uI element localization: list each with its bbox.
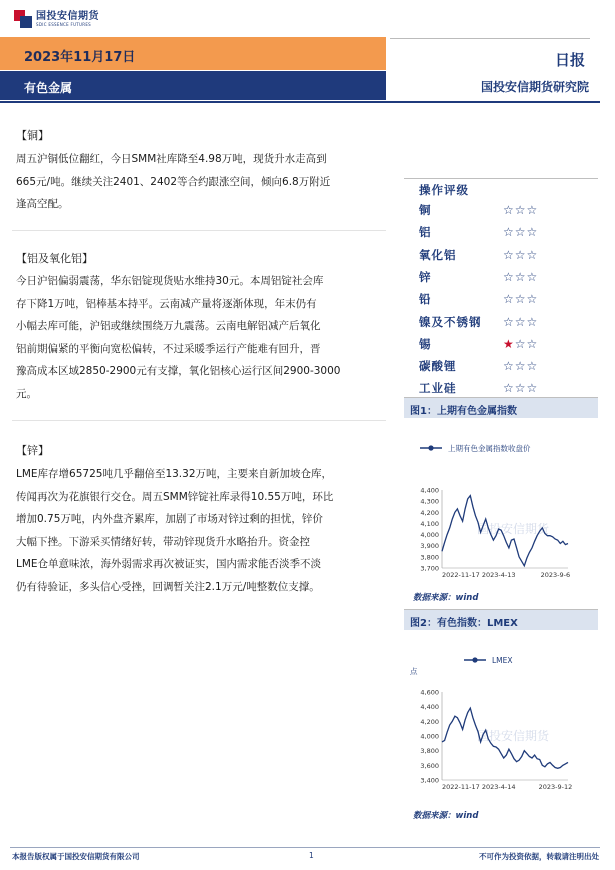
figure-1-chart: [404, 432, 598, 582]
empty-star-icon: ☆: [503, 381, 514, 396]
empty-star-icon: ☆: [526, 247, 538, 262]
logo-icon: [14, 10, 32, 28]
y-tick-label: 4,000: [420, 531, 439, 540]
rating-row: [419, 355, 549, 377]
empty-star-icon: ☆: [514, 247, 526, 262]
text-line: 大幅下挫。下游采买情绪好转，带动锌现货升水略抬升。资金控: [16, 535, 310, 548]
company-logo: [14, 10, 99, 28]
empty-star-icon: ☆: [503, 225, 514, 240]
empty-star-icon: ☆: [514, 381, 526, 396]
rating-name: 铝: [419, 225, 432, 240]
empty-star-icon: ☆: [503, 269, 514, 284]
y-tick-label: 3,800: [420, 747, 439, 756]
rating-stars: [503, 249, 537, 261]
y-tick-label: 4,200: [420, 508, 439, 517]
ratings-title: 操作评级: [419, 183, 469, 197]
report-type: 日报: [554, 51, 585, 69]
rating-stars: [503, 316, 537, 328]
figure-1-source: 数据来源：wind: [413, 593, 479, 603]
header-divider: [0, 101, 600, 103]
footer-copyright: 本报告版权属于国投安信期货有限公司: [12, 852, 140, 861]
footer-disclaimer: 不可作为投资依据，转载请注明出处: [479, 852, 599, 861]
y-tick-label: 3,900: [420, 542, 439, 551]
empty-star-icon: ☆: [526, 381, 538, 396]
rating-row: [419, 244, 549, 266]
x-tick-label: 2023-9-6: [540, 571, 571, 579]
y-tick-label: 4,100: [420, 519, 439, 528]
text-line: 豫高成本区域2850-2900元有支撑，氧化铝核心运行区间2900-3000: [16, 365, 341, 377]
y-tick-label: 4,300: [420, 497, 439, 506]
report-category: 有色金属: [24, 81, 73, 95]
text-line: 仍有待验证，多头信心受挫，回调暂关注2.1万元/吨整数位支撑。: [16, 580, 320, 593]
logo-name-cn: 国投安信期货: [36, 10, 99, 22]
figure-2-chart: [404, 646, 598, 804]
rating-name: 镍及不锈钢: [419, 314, 482, 329]
y-tick-label: 3,400: [420, 776, 439, 785]
empty-star-icon: ☆: [526, 225, 538, 240]
rating-stars: [503, 271, 537, 283]
rating-stars: [503, 204, 537, 216]
rating-stars: [503, 338, 537, 350]
empty-star-icon: ☆: [514, 203, 526, 217]
section-body-copper: [16, 148, 376, 216]
footer-rule: [10, 847, 600, 848]
ratings-top-rule: [404, 178, 598, 179]
y-tick-label: 4,200: [420, 717, 439, 726]
x-tick-label: 2023-9-12: [538, 783, 573, 791]
text-line: LME仓单意味浓，海外弱需求再次被证实，国内需求能否淡季不淡: [16, 558, 322, 570]
empty-star-icon: ☆: [514, 314, 526, 329]
rating-row: [419, 311, 549, 333]
chart-watermark: 国投安信期货: [476, 522, 550, 536]
logo-name-en: SDIC ESSENCE FUTURES: [36, 21, 92, 27]
rating-row: [419, 199, 549, 221]
rating-stars: [503, 360, 537, 372]
rating-stars: [503, 293, 537, 305]
y-tick-label: 3,700: [420, 564, 439, 573]
rating-row: [419, 333, 549, 355]
empty-star-icon: ☆: [514, 292, 526, 307]
x-tick-label: 2023-4-13: [481, 571, 516, 579]
text-line: 周五沪铜低位翻红，今日SMM社库降至4.98万吨，现货升水走高到: [16, 153, 327, 165]
filled-star-icon: ★: [503, 336, 514, 351]
text-line: 小幅去库可能，沪铝或继续围绕万九震荡。云南电解铝减产后氧化: [16, 320, 321, 332]
empty-star-icon: ☆: [503, 292, 514, 307]
text-line: 今日沪铝偏弱震荡，华东铝锭现货贴水维持30元。本周铝锭社会库: [16, 275, 324, 287]
empty-star-icon: ☆: [503, 247, 514, 262]
rating-name: 锡: [419, 336, 432, 351]
report-date: 2023年11月17日: [24, 50, 136, 65]
section-heading-aluminium: 【铝及氧化铝】: [16, 252, 93, 265]
section-body-zinc: [16, 463, 376, 598]
empty-star-icon: ☆: [514, 336, 526, 351]
section-heading-zinc: 【锌】: [16, 444, 49, 457]
text-line: 铝前期偏紧的平衡向宽松偏转，不过采暖季运行产能难有回升，晋: [16, 342, 321, 355]
rating-row: [419, 288, 549, 310]
rating-row: [419, 221, 549, 243]
text-line: 传闻再次为花旗银行交仓。周五SMM锌锭社库录得10.55万吨，环比: [16, 490, 334, 503]
rating-name: 锌: [419, 269, 432, 284]
empty-star-icon: ☆: [526, 336, 538, 351]
figure-2-source: 数据来源：wind: [413, 811, 479, 821]
empty-star-icon: ☆: [526, 314, 538, 329]
empty-star-icon: ☆: [514, 225, 526, 240]
rating-name: 铅: [419, 292, 432, 307]
y-tick-label: 4,400: [420, 486, 439, 495]
rating-name: 铜: [419, 203, 432, 217]
page-number: 1: [309, 851, 314, 860]
empty-star-icon: ☆: [526, 203, 538, 217]
figure-2-title: 图2：有色指数：LMEX: [410, 618, 518, 629]
empty-star-icon: ☆: [503, 359, 514, 374]
y-tick-label: 3,600: [420, 761, 439, 770]
rating-stars: [503, 226, 537, 238]
empty-star-icon: ☆: [514, 269, 526, 284]
institute-name: 国投安信期货研究院: [480, 80, 589, 94]
y-tick-label: 4,600: [420, 688, 439, 697]
empty-star-icon: ☆: [503, 203, 514, 217]
section-divider: [12, 230, 386, 231]
section-body-aluminium: [16, 270, 376, 405]
x-tick-label: 2023-4-14: [481, 783, 516, 791]
legend-label: 上期有色金属指数收盘价: [448, 444, 531, 453]
rating-row: [419, 266, 549, 288]
legend-label: LMEX: [492, 656, 513, 665]
section-divider: [12, 420, 386, 421]
rating-stars: [503, 382, 537, 394]
section-heading-copper: 【铜】: [16, 129, 49, 142]
text-line: 存下降1万吨，铝棒基本持平。云南减产量将逐渐体现，年末仍有: [16, 297, 317, 310]
empty-star-icon: ☆: [526, 359, 538, 374]
empty-star-icon: ☆: [526, 269, 538, 284]
y-tick-label: 4,400: [420, 703, 439, 712]
empty-star-icon: ☆: [503, 314, 514, 329]
y-axis-label: 点: [410, 667, 418, 676]
text-line: 增加0.75万吨，内外盘齐累库，加剧了市场对锌过剩的担忧，锌价: [16, 513, 323, 525]
figure-1-title: 图1：上期有色金属指数: [410, 406, 517, 417]
legend-marker: [428, 445, 433, 450]
x-tick-label: 2022-11-17: [442, 571, 480, 579]
text-line: LME库存增65725吨几乎翻倍至13.32万吨，主要来自新加坡仓库，: [16, 468, 333, 480]
text-line: 元。: [16, 387, 37, 400]
legend-marker: [472, 657, 477, 662]
text-line: 逢高空配。: [16, 198, 69, 210]
rating-name: 工业硅: [419, 381, 457, 396]
x-tick-label: 2022-11-17: [442, 783, 480, 791]
header-rule: [390, 38, 590, 39]
text-line: 665元/吨。继续关注2401、2402等合约跟涨空间，倾向6.8万附近: [16, 175, 331, 188]
empty-star-icon: ☆: [526, 292, 538, 307]
rating-name: 碳酸锂: [419, 359, 457, 374]
rating-name: 氧化铝: [419, 247, 457, 262]
empty-star-icon: ☆: [514, 359, 526, 374]
y-tick-label: 4,000: [420, 732, 439, 741]
y-tick-label: 3,800: [420, 553, 439, 562]
chart-watermark: 国投安信期货: [476, 729, 550, 743]
